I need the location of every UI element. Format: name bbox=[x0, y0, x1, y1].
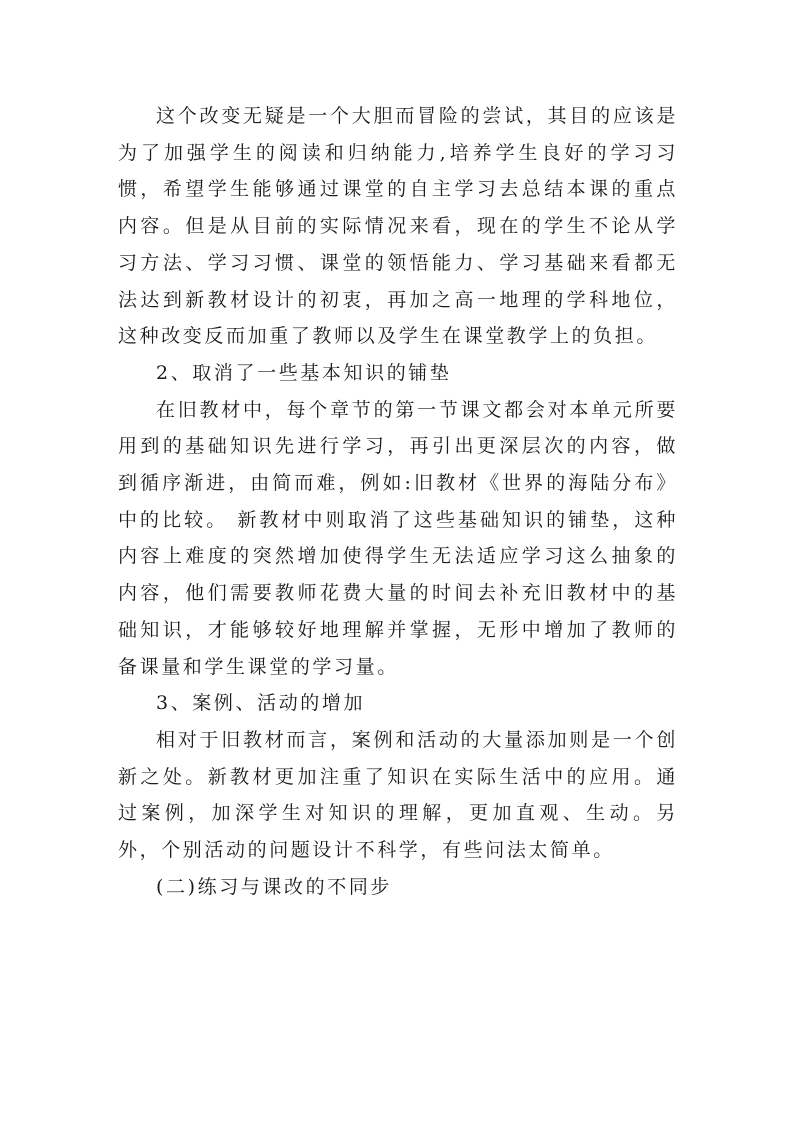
paragraph-change-attempt: 这个改变无疑是一个大胆而冒险的尝试，其目的应该是为了加强学生的阅读和归纳能力,培养学生良好的学习习惯，希望学生能够通过课堂的自主学习去总结本课的重点内容。但是从目前的实际情况来看，现在的学生不论从学习方法、学习习惯、课堂的领悟能力、学习基础来看都无法达到新教材设计的初衷，再加之高一地理的学科地位，这种改变反而加重了教师以及学生在课堂教学上的负担。 bbox=[118, 105, 678, 348]
document-body bbox=[118, 98, 678, 905]
paragraph-cases-activities: 相对于旧教材而言，案例和活动的大量添加则是一个创新之处。新教材更加注重了知识在实际生活中的应用。通过案例，加深学生对知识的理解，更加直观、生动。另外，个别活动的问题设计不科学，有些问法太简单。 bbox=[118, 728, 678, 862]
section-heading-2: 2、取消了一些基本知识的铺垫 bbox=[156, 361, 452, 384]
section-heading-3: 3、案例、活动的增加 bbox=[156, 692, 366, 715]
paragraph-basic-knowledge: 在旧教材中，每个章节的第一节课文都会对本单元所要用到的基础知识先进行学习，再引出更深层次的内容，做到循序渐进，由简而难，例如:旧教材《世界的海陆分布》中的比较。 新教材中则取消了这些基础知识的铺垫，这种内容上难度的突然增加使得学生无法适应学习这么抽象的内容，他们需要教师花费大量的时间去补充旧教材中的基础知识，才能够较好地理解并掌握，无形中增加了教师的备课量和学生课堂的学习量。 bbox=[118, 398, 678, 678]
section-heading-part-2: (二)练习与课改的不同步 bbox=[156, 875, 393, 898]
